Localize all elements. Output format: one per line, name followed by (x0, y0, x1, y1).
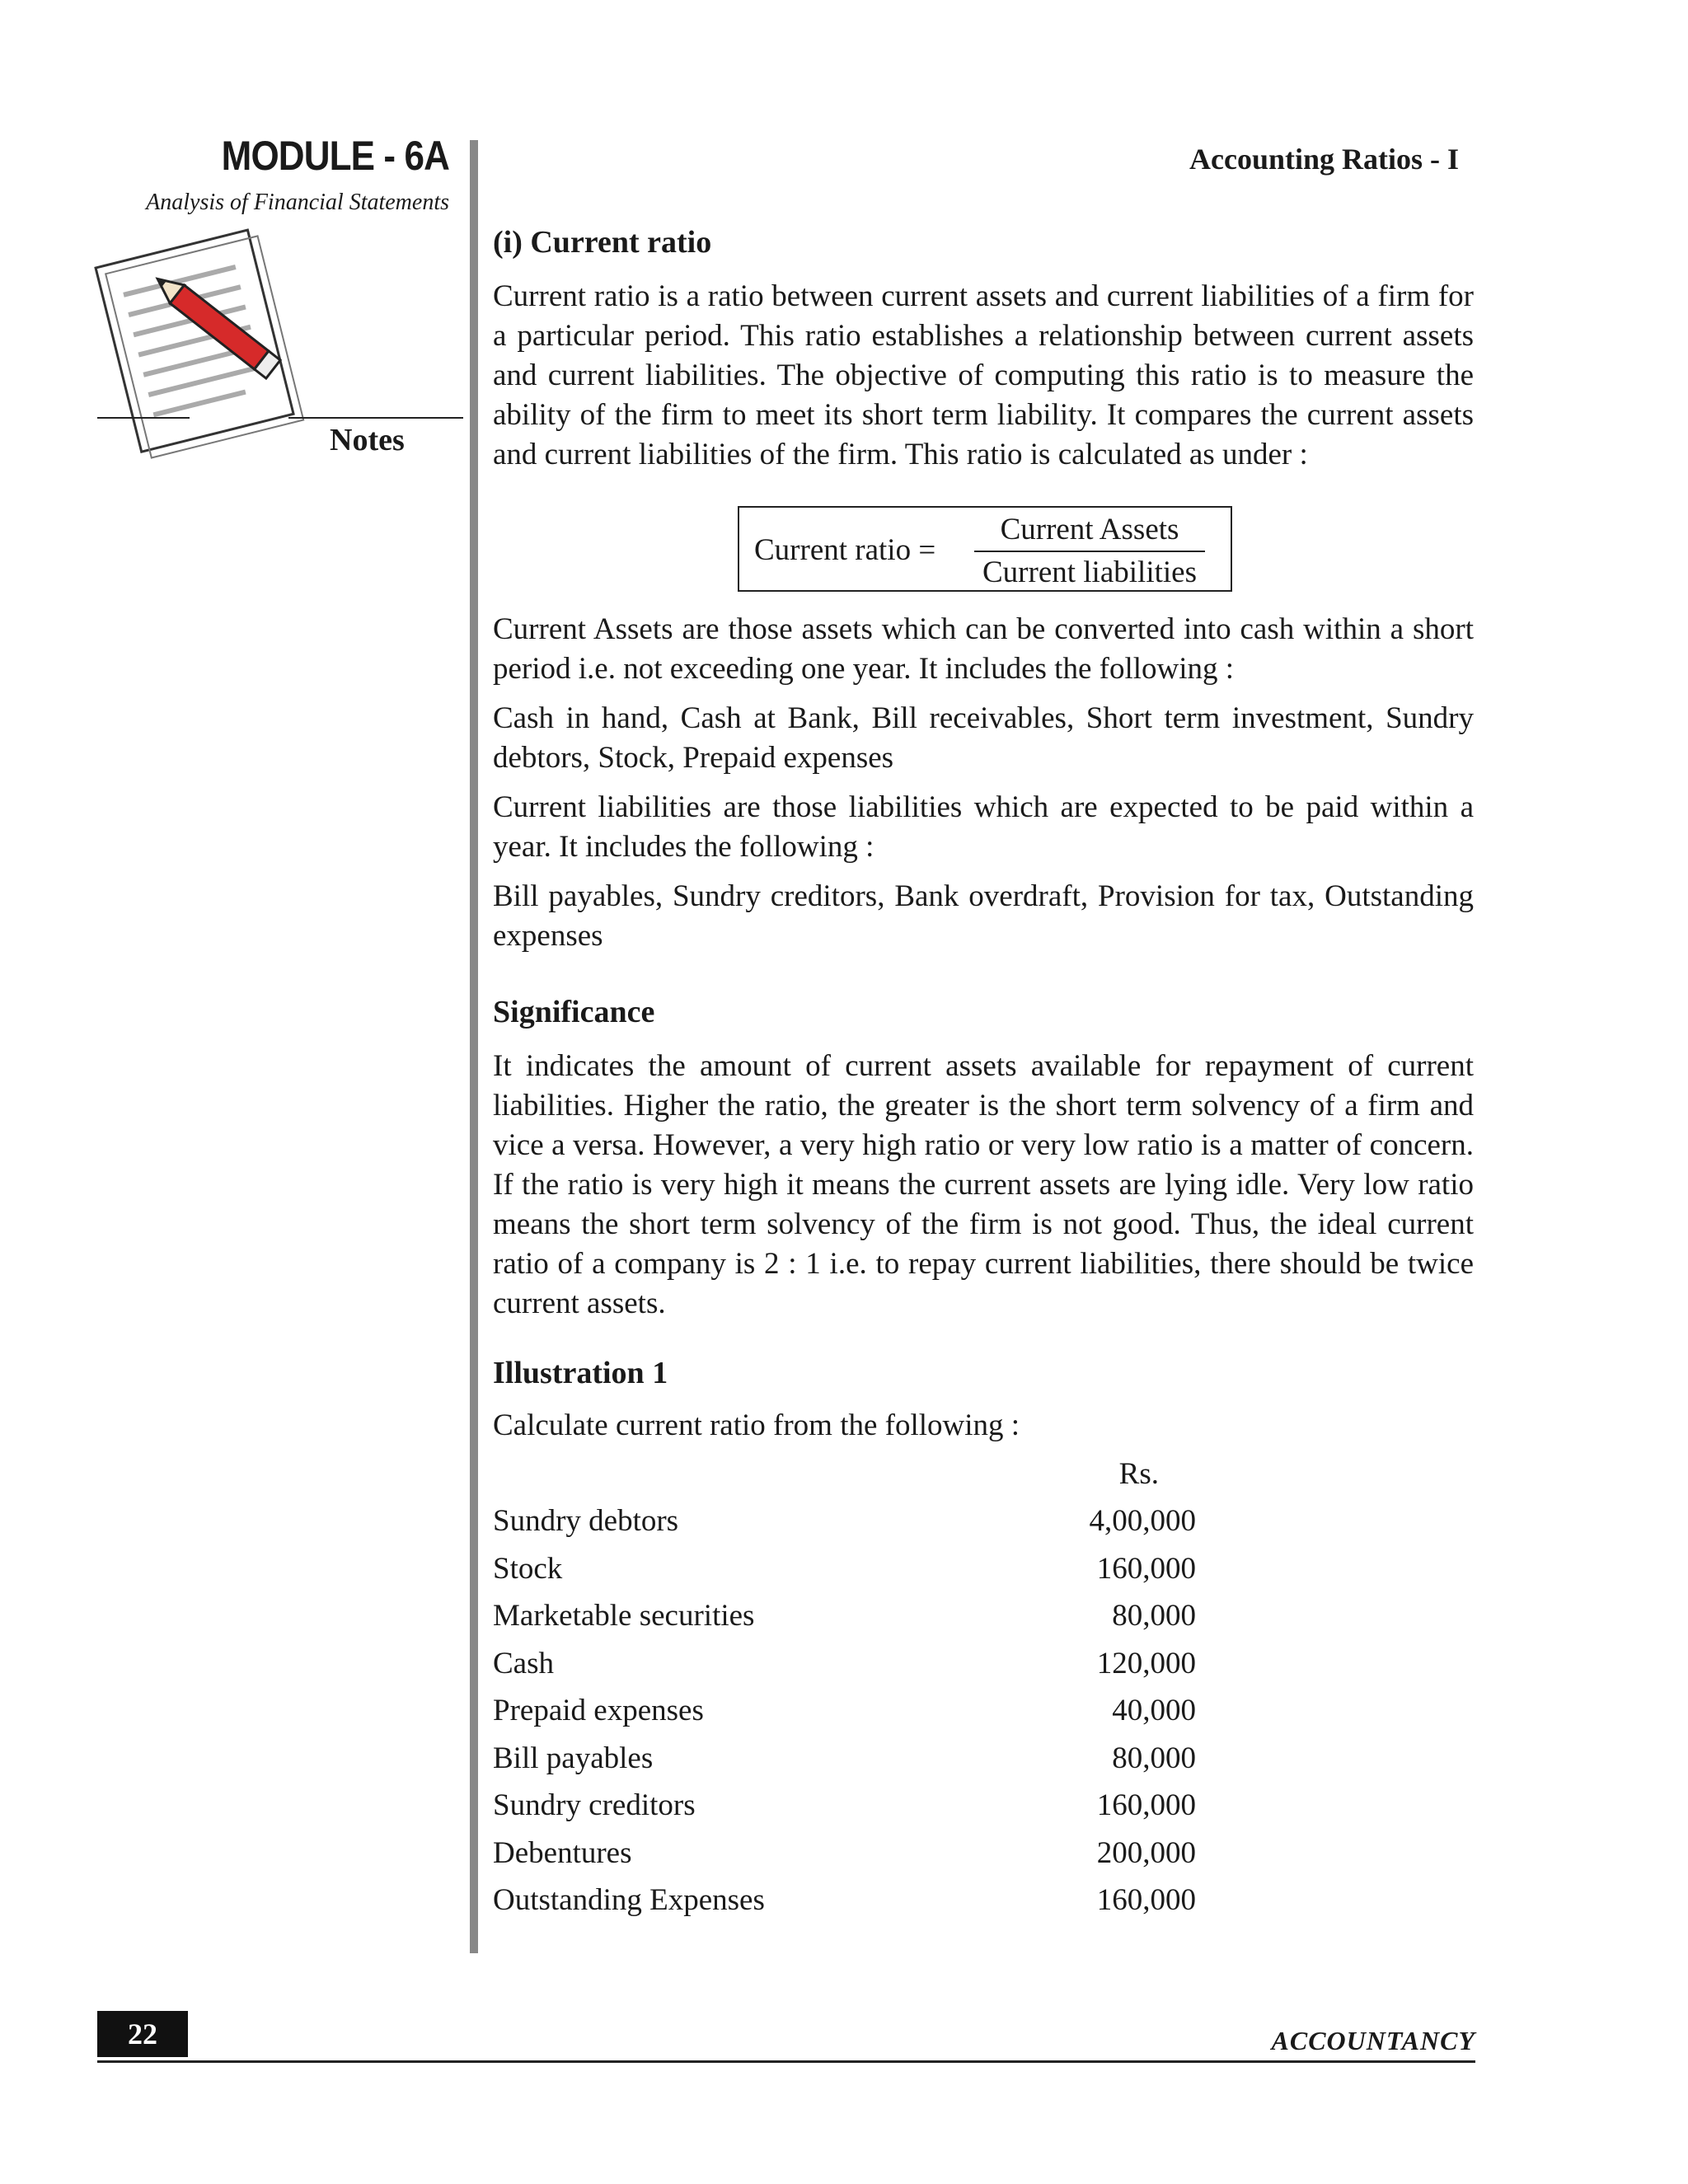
item-amount: 160,000 (1096, 1788, 1196, 1823)
illustration-instruction: Calculate current ratio from the following : (493, 1408, 1020, 1442)
running-head: Accounting Ratios - I (1189, 143, 1459, 176)
illustration-table (493, 1451, 1196, 1924)
table-row (493, 1783, 1196, 1830)
book-title: ACCOUNTANCY (1271, 2026, 1475, 2055)
module-subtitle: Analysis of Financial Statements (146, 190, 449, 215)
item-label: Stock (493, 1551, 563, 1586)
item-amount: 200,000 (1096, 1835, 1196, 1870)
item-label: Prepaid expenses (493, 1694, 704, 1728)
item-amount: 120,000 (1096, 1646, 1196, 1680)
formula-fraction (974, 511, 1205, 592)
assets-list: Cash in hand, Cash at Bank, Bill receivables, Short term investment, Sundry debtors, Stock, Prepaid expenses (493, 701, 1474, 775)
item-label: Sundry creditors (493, 1788, 696, 1823)
item-label: Sundry debtors (493, 1504, 679, 1539)
formula-label: Current ratio = (754, 533, 936, 567)
currency-header: Rs. (1118, 1456, 1159, 1491)
notes-rule-left (97, 417, 190, 419)
table-row (493, 1688, 1196, 1736)
notes-pencil-icon (91, 223, 330, 462)
item-label: Outstanding Expenses (493, 1883, 765, 1918)
table-row (493, 1877, 1196, 1925)
item-amount: 80,000 (1112, 1741, 1196, 1775)
item-label: Bill payables (493, 1741, 654, 1775)
liabilities-definition: Current liabilities are those liabilities which are expected to be paid within a year. It includes the following : (493, 790, 1474, 864)
formula-box (738, 506, 1232, 592)
table-row (493, 1593, 1196, 1641)
item-amount: 160,000 (1096, 1883, 1196, 1918)
table-row (493, 1830, 1196, 1877)
notes-label: Notes (330, 423, 405, 457)
formula-denominator: Current liabilities (982, 555, 1197, 589)
item-amount: 160,000 (1096, 1551, 1196, 1586)
item-amount: 40,000 (1112, 1694, 1196, 1728)
item-label: Debentures (493, 1835, 632, 1870)
table-row (493, 1735, 1196, 1783)
item-label: Marketable securities (493, 1599, 755, 1633)
footer-rule (97, 2060, 1475, 2063)
table-row (493, 1545, 1196, 1593)
formula-numerator: Current Assets (1000, 513, 1179, 546)
table-row (493, 1640, 1196, 1688)
table-header-row (493, 1451, 1196, 1498)
page-number: 22 (97, 2011, 188, 2057)
item-amount: 80,000 (1112, 1599, 1196, 1633)
section-heading: (i) Current ratio (493, 225, 712, 260)
fraction-bar (974, 551, 1205, 552)
illustration-heading: Illustration 1 (493, 1356, 668, 1390)
intro-paragraph: Current ratio is a ratio between current assets and current liabilities of a firm for a particular period. This ratio establishes a relationship between current assets and current liabilities. The objective of computing this ratio is to measure the ability of the firm to meet its short term liability. It compares the current assets and current liabilities of the firm. This ratio is calculated as under : (493, 279, 1474, 471)
margin-side-bar (470, 140, 478, 1953)
assets-definition: Current Assets are those assets which can be converted into cash within a short period i.e. not exceeding one year. It includes the following : (493, 612, 1474, 686)
significance-paragraph: It indicates the amount of current assets available for repayment of current liabilities. Higher the ratio, the greater is the short term solvency of a firm and vice a versa. However, a very high ratio or very low ratio is a matter of concern. If the ratio is very high it means the current assets are lying idle. Very low ratio means the short term solvency of the firm is not good. Thus, the ideal current ratio of a company is 2 : 1 i.e. to repay current liabilities, there should be twice current assets. (493, 1049, 1474, 1320)
significance-heading: Significance (493, 995, 655, 1029)
notes-rule-right (288, 417, 463, 419)
liabilities-list: Bill payables, Sundry creditors, Bank overdraft, Provision for tax, Outstanding expenses (493, 879, 1474, 953)
module-title: MODULE - 6A (221, 133, 449, 179)
item-label: Cash (493, 1646, 554, 1680)
item-amount: 4,00,000 (1089, 1504, 1196, 1539)
table-row (493, 1498, 1196, 1546)
main-content (493, 223, 1474, 1924)
